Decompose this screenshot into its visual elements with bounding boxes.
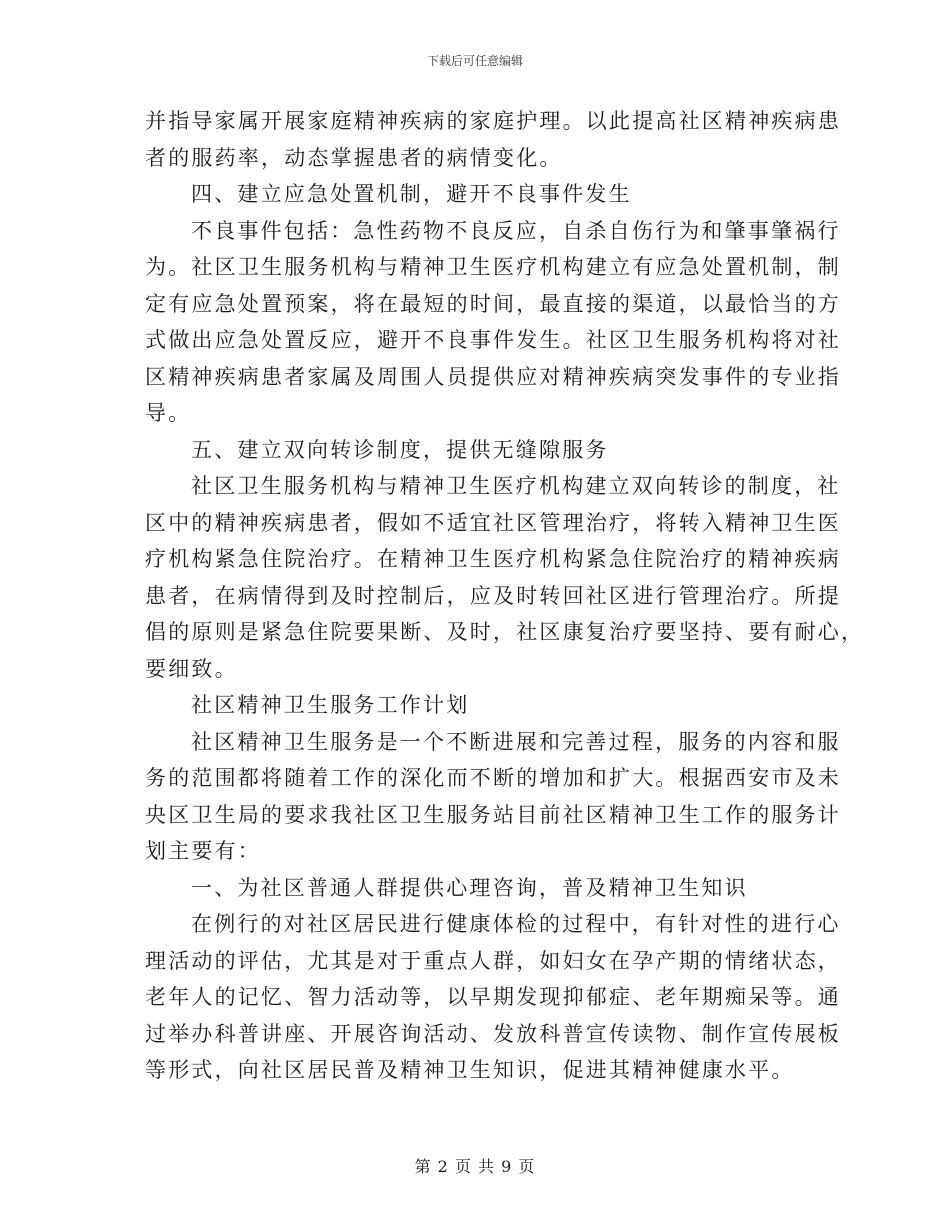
text-line: 疗机构紧急住院治疗。在精神卫生医疗机构紧急住院治疗的精神疾病 [145,547,841,571]
text-line: 为。社区卫生服务机构与精神卫生医疗机构建立有应急处置机制，制 [145,255,841,279]
text-line: 患者，在病情得到及时控制后，应及时转回社区进行管理治疗。所提 [145,583,841,608]
text-line: 式做出应急处置反应，避开不良事件发生。社区卫生服务机构将对社 [145,328,841,352]
text-line: 五、建立双向转诊制度，提供无缝隙服务 [191,437,609,462]
document-body [145,103,865,1089]
text-line: 社区精神卫生服务工作计划 [191,693,470,717]
text-line: 划主要有： [145,839,261,863]
header-note: 下载后可任意编辑 [426,54,523,68]
text-line: 要细致。 [145,656,238,681]
text-line: 并指导家属开展家庭精神疾病的家庭护理。以此提高社区精神疾病患 [145,109,841,133]
text-line: 一、为社区普通人群提供心理咨询，普及精神卫生知识 [191,875,748,900]
text-line: 等形式，向社区居民普及精神卫生知识，促进其精神健康水平。 [145,1058,795,1082]
text-line: 区精神疾病患者家属及周围人员提供应对精神疾病突发事件的专业指 [145,364,841,389]
text-line: 社区精神卫生服务是一个不断进展和完善过程，服务的内容和服 [191,729,841,754]
text-line: 不良事件包括：急性药物不良反应，自杀自伤行为和肇事肇祸行 [191,218,841,243]
text-line: 四、建立应急处置机制，避开不良事件发生 [191,182,632,206]
text-line: 导。 [145,401,192,425]
text-line: 务的范围都将随着工作的深化而不断的增加和扩大。根据西安市及未 [145,766,841,790]
text-line: 理活动的评估，尤其是对于重点人群，如妇女在孕产期的情绪状态， [145,948,841,973]
text-line: 在例行的对社区居民进行健康体检的过程中，有针对性的进行心 [191,912,841,936]
page-number-footer: 第 2 页 共 9 页 [414,1157,536,1176]
text-line: 区中的精神疾病患者，假如不适宜社区管理治疗，将转入精神卫生医 [145,510,841,535]
text-line: 倡的原则是紧急住院要果断、及时，社区康复治疗要坚持、要有耐心， [145,620,865,644]
text-line: 央区卫生局的要求我社区卫生服务站目前社区精神卫生工作的服务计 [145,802,841,827]
text-line: 过举办科普讲座、开展咨询活动、发放科普宣传读物、制作宣传展板 [145,1021,841,1046]
text-line: 定有应急处置预案，将在最短的时间，最直接的渠道，以最恰当的方 [145,291,841,316]
text-line: 者的服药率，动态掌握患者的病情变化。 [145,145,563,170]
text-line: 老年人的记忆、智力活动等，以早期发现抑郁症、老年期痴呆等。通 [145,985,841,1009]
text-line: 社区卫生服务机构与精神卫生医疗机构建立双向转诊的制度，社 [191,474,841,498]
